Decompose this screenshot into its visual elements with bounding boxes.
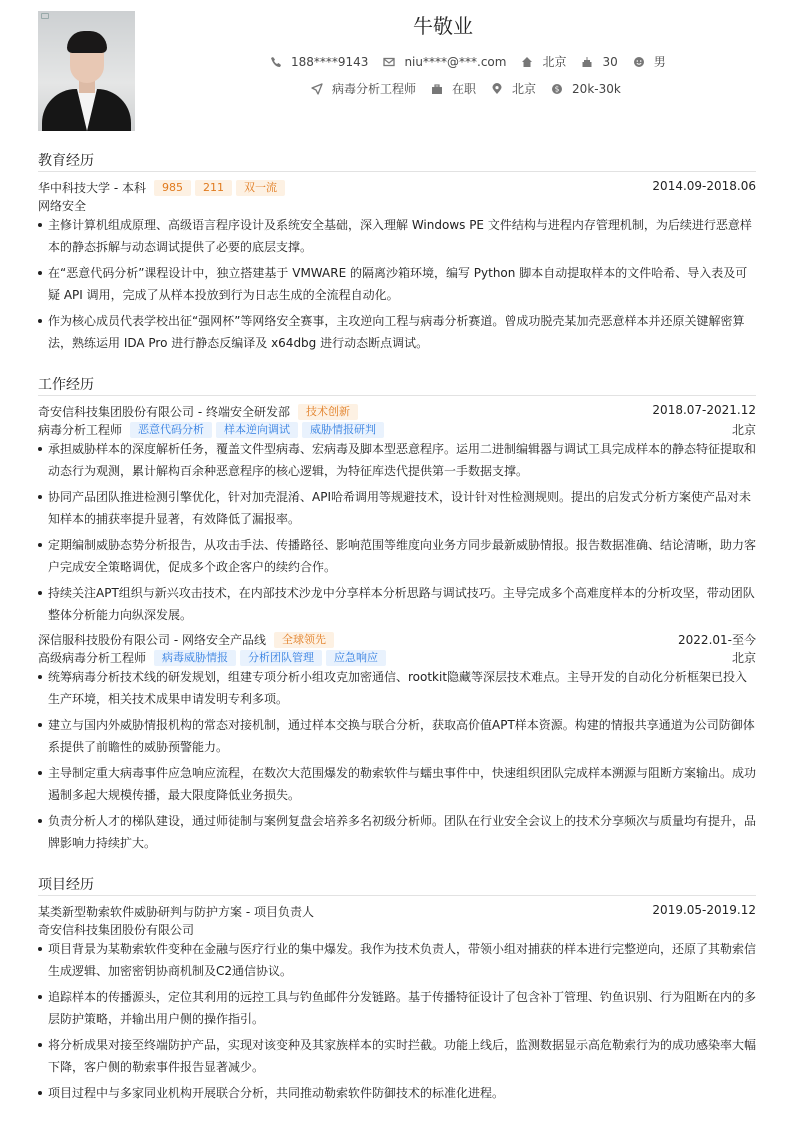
status-item <box>431 80 476 97</box>
job-bullets <box>38 438 756 630</box>
list-item: 统筹病毒分析技术线的研发规划，组建专项分析小组攻克加密通信、rootkit隐藏等深层技术难点。主导开发的自动化分析框架已投入生产环境，相关技术成果申请发明专利多项。 <box>38 666 756 710</box>
salary-item <box>551 82 621 96</box>
gender-text: 男 <box>653 55 666 69</box>
city-item <box>521 53 566 70</box>
job-location: 北京 <box>731 423 756 437</box>
major-row <box>38 197 756 215</box>
list-item: 将分析成果对接至终端防护产品，实现对该变种及其家族样本的实时拦截。功能上线后，监测数据显示高危勒索行为的成功感染率大幅下降，客户侧的勒索事件报告显著减少。 <box>38 1034 756 1078</box>
email-item <box>383 55 506 69</box>
money-icon <box>551 83 563 95</box>
school-name: 华中科技大学 - 本科 <box>38 181 146 195</box>
list-item: 承担威胁样本的深度解析任务，覆盖文件型病毒、宏病毒及脚本型恶意程序。运用二进制编辑器与调试工具完成样本的静态特征提取和动态行为观测，累计解构百余种恶意程序的核心逻辑，为特征库迭代提供第一手数据支撑。 <box>38 438 756 482</box>
email-text: niu****@***.com <box>404 54 507 69</box>
phone-item <box>270 55 368 69</box>
location-pin-icon <box>491 83 503 95</box>
list-item: 负责分析人才的梯队建设，通过师徒制与案例复盘会培养多名初级分析师。团队在行业安全会议上的技术分享频次与质量均有提升，品牌影响力持续扩大。 <box>38 810 756 854</box>
age-text: 30 <box>602 54 618 69</box>
skill-tag: 病毒威胁情报 <box>154 650 236 666</box>
list-item: 项目过程中与多家同业机构开展联合分析，共同推动勒索软件防御技术的标准化进程。 <box>38 1082 756 1104</box>
school-tag: 985 <box>154 180 191 196</box>
school-tag: 211 <box>195 180 232 196</box>
projects-title: 项目经历 <box>38 877 94 893</box>
school-tag: 双一流 <box>236 180 285 196</box>
job-dates: 2018.07-2021.12 <box>652 403 756 417</box>
role-row <box>38 421 756 439</box>
list-item: 主修计算机组成原理、高级语言程序设计及系统安全基础，深入理解 Windows PE 文件结构与进程内存管理机制，为后续进行恶意样本的静态拆解与动态调试提供了必要的底层支撑。 <box>38 214 756 258</box>
target-city-item <box>491 80 536 97</box>
list-item: 追踪样本的传播源头，定位其利用的远控工具与钓鱼邮件分发链路。基于传播特征设计了包含补丁管理、钓鱼识别、行为阻断在内的多层防护策略，并输出用户侧的操作指引。 <box>38 986 756 1030</box>
svg-text:$: $ <box>554 84 560 94</box>
project-org-row <box>38 921 756 939</box>
education-dates: 2014.09-2018.06 <box>652 179 756 193</box>
role-name: 病毒分析工程师 <box>38 423 123 437</box>
skill-tag: 应急响应 <box>326 650 386 666</box>
education-title: 教育经历 <box>38 153 94 169</box>
age-item <box>581 55 617 69</box>
job-dates: 2022.01-至今 <box>678 633 756 647</box>
list-item: 作为核心成员代表学校出征“强网杯”等网络安全赛事，主攻逆向工程与病毒分析赛道。曾成功脱壳某加壳恶意样本并还原关键解密算法，熟练运用 IDA Pro 进行静态反编译及 x64dbg 进行动态断点调试。 <box>38 310 756 354</box>
status-text: 在职 <box>452 82 477 96</box>
skill-tag: 恶意代码分析 <box>130 422 212 438</box>
company-name: 奇安信科技集团股份有限公司 - 终端安全研发部 <box>38 405 290 419</box>
project-bullets <box>38 938 756 1108</box>
mail-icon <box>383 56 395 68</box>
project-dates: 2019.05-2019.12 <box>652 903 756 917</box>
smiley-icon <box>633 56 645 68</box>
project-name: 某类新型勒索软件威胁研判与防护方案 - 项目负责人 <box>38 905 314 919</box>
education-header <box>38 179 756 197</box>
job-header <box>38 403 756 421</box>
education-bullets <box>38 214 756 358</box>
list-item: 持续关注APT组织与新兴攻击技术，在内部技术沙龙中分享样本分析思路与调试技巧。主导完成多个高难度样本的分析攻坚，带动团队整体分析能力向纵深发展。 <box>38 582 756 626</box>
section-divider <box>38 171 756 172</box>
city-text: 北京 <box>542 55 567 69</box>
list-item: 项目背景为某勒索软件变种在金融与医疗行业的集中爆发。我作为技术负责人，带领小组对捕获的样本进行完整逆向，还原了其勒索信生成逻辑、加密密钥协商机制及C2通信协议。 <box>38 938 756 982</box>
list-item: 协同产品团队推进检测引擎优化，针对加壳混淆、API哈希调用等规避技术，设计针对性检测规则。提出的启发式分析方案使产品对未知样本的捕获率提升显著，有效降低了漏报率。 <box>38 486 756 530</box>
project-header <box>38 903 756 921</box>
contact-row <box>270 53 666 70</box>
job-location: 北京 <box>731 651 756 665</box>
send-icon <box>311 83 323 95</box>
salary-text: 20k-30k <box>572 81 621 96</box>
list-item: 建立与国内外威胁情报机构的常态对接机制，通过样本交换与联合分析，获取高价值APT样本资源。构建的情报共享通道为公司防御体系提供了前瞻性的威胁预警能力。 <box>38 714 756 758</box>
company-tag: 全球领先 <box>274 632 334 648</box>
briefcase-icon <box>431 83 443 95</box>
skill-tag: 分析团队管理 <box>240 650 322 666</box>
company-tag: 技术创新 <box>298 404 358 420</box>
role-row <box>38 649 756 667</box>
major-text: 网络安全 <box>38 199 87 213</box>
cake-icon <box>581 56 593 68</box>
list-item: 定期编制威胁态势分析报告，从攻击手法、传播路径、影响范围等维度向业务方同步最新威胁情报。报告数据准确、结论清晰，助力客户完成安全策略调优，促成多个政企客户的续约合作。 <box>38 534 756 578</box>
profile-photo <box>38 11 135 131</box>
phone-text: 188****9143 <box>291 54 369 69</box>
job-header <box>38 631 756 649</box>
candidate-name: 牛敬业 <box>413 14 473 38</box>
project-org: 奇安信科技集团股份有限公司 <box>38 923 195 937</box>
home-icon <box>521 56 533 68</box>
skill-tag: 威胁情报研判 <box>302 422 384 438</box>
list-item: 主导制定重大病毒事件应急响应流程，在数次大范围爆发的勒索软件与蠕虫事件中，快速组织团队完成样本溯源与阻断方案输出。成功遏制多起大规模传播，最大限度降低业务损失。 <box>38 762 756 806</box>
job-text: 病毒分析工程师 <box>332 82 417 96</box>
section-divider <box>38 895 756 896</box>
phone-icon <box>270 56 282 68</box>
list-item: 在“恶意代码分析”课程设计中，独立搭建基于 VMWARE 的隔离沙箱环境，编写 Python 脚本自动提取样本的文件哈希、导入表及可疑 API 调用，完成了从样本投放到行为日志生成的全流程自动化。 <box>38 262 756 306</box>
job-item <box>311 80 416 97</box>
gender-item <box>633 53 666 70</box>
skill-tag: 样本逆向调试 <box>216 422 298 438</box>
role-name: 高级病毒分析工程师 <box>38 651 147 665</box>
job-intent-row <box>311 80 621 97</box>
target-city-text: 北京 <box>512 82 537 96</box>
work-title: 工作经历 <box>38 377 94 393</box>
company-name: 深信服科技股份有限公司 - 网络安全产品线 <box>38 633 266 647</box>
section-divider <box>38 395 756 396</box>
job-bullets <box>38 666 756 858</box>
